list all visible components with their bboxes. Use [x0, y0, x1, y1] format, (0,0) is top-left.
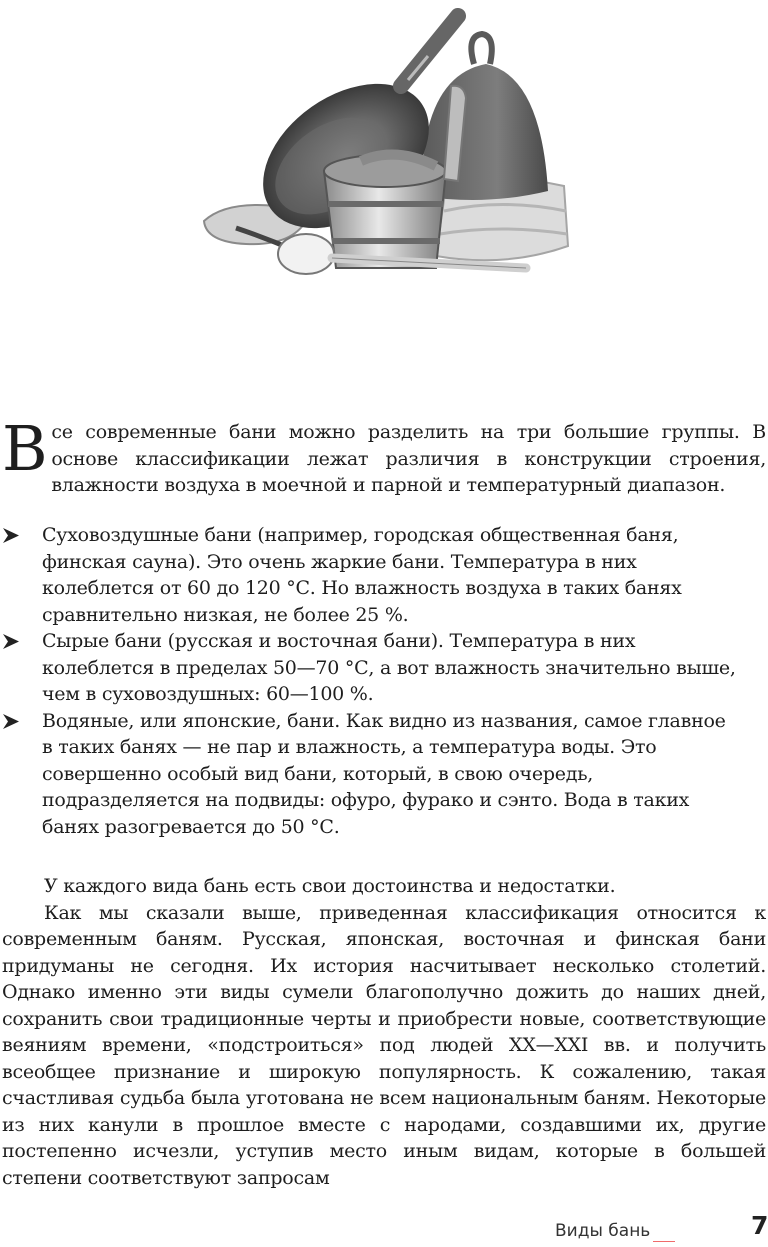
triangle-bullet-icon [2, 713, 20, 730]
list-item [0, 522, 740, 628]
bath-types-list [0, 522, 740, 840]
list-item-text: Сырые бани (русская и восточная бани). Температура в них колеблется в пределах 50—70 °С, а вот влажность значительно выше, чем в суховоздушных: 60—100 %. [42, 630, 736, 705]
paragraph: Как мы сказали выше, приведенная классификация относится к современным баням. Русская, японская, восточная и финская бани придуманы не сегодня. Их история насчитывает несколько столетий. Однако именно эти виды сумели благополучно дожить до наших дней, сохранить свои традиционные черты и приобрести новые, соответствующие веяниям времени, «подстроиться» под людей XX—XXI вв. и получить всеобщее признание и широкую популярность. К сожалению, такая счастливая судьба была уготована не всем национальным баням. Некоторые из них канули в прошлое вместе с народами, создавшими их, другие постепенно исчезли, уступив место иным видам, которые в большей степени соответствуют запросам [2, 901, 766, 1189]
page-number: 7 [751, 1211, 768, 1240]
running-footer-title: Виды бань [555, 1221, 651, 1241]
drop-cap: В [2, 412, 48, 485]
body-text [2, 873, 766, 1191]
sauna-accessories-icon [196, 6, 576, 288]
list-item [0, 708, 740, 841]
triangle-bullet-icon [2, 527, 20, 544]
sauna-accessories-drawing [196, 6, 576, 288]
list-item [0, 628, 740, 708]
intro-text: се современные бани можно разделить на три большие группы. В основе классификации лежат различия в конструкции строения, влажности воздуха в моечной и парной и температурный диапазон. [51, 421, 766, 496]
paragraph: У каждого вида бань есть свои достоинства и недостатки. [44, 875, 616, 897]
intro-paragraph [2, 412, 766, 499]
list-item-text: Суховоздушные бани (например, городская общественная баня, финская сауна). Это очень жаркие бани. Температура в них колеблется от 60 до 120 °С. Но влажность воздуха в таких банях сравнительно низкая, не более 25 %. [42, 524, 682, 626]
footer-rule [653, 1241, 675, 1242]
list-item-text: Водяные, или японские, бани. Как видно из названия, самое главное в таких банях — не пар и влажность, а температура воды. Это совершенно особый вид бани, который, в свою очередь, подразделяется на подвиды: офуро, фурако и сэнто. Вода в таких банях разогревается до 50 °С. [42, 709, 726, 838]
triangle-bullet-icon [2, 633, 20, 650]
